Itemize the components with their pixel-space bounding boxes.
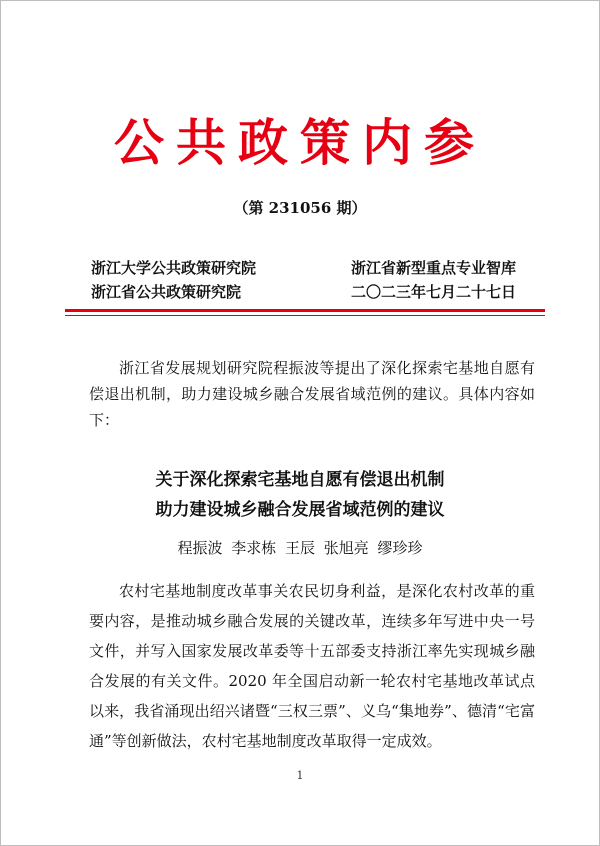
header-rule-thin xyxy=(65,315,545,316)
org-row-1 xyxy=(91,256,551,280)
author-list: 程振波 李求栋 王辰 张旭亮 缪珍珍 xyxy=(177,539,423,557)
org-block xyxy=(91,256,551,304)
body-paragraph: 农村宅基地制度改革事关农民切身利益，是深化农村改革的重要内容，是推动城乡融合发展的关键改革，连续多年写进中央一号文件，并写入国家发展改革委等十五部委支持浙江率先实现城乡融合发展的有关文件。2020 年全国启动新一轮农村宅基地改革试点以来，我省涌现出绍兴诸暨“三权三票”、义乌“集地券”、德清“宅富通”等创新做法，农村宅基地制度改革取得一定成效。 xyxy=(89,582,535,750)
article-title-line-1: 关于深化探索宅基地自愿有偿退出机制 xyxy=(155,470,445,490)
article-title-line-2: 助力建设城乡融合发展省域范例的建议 xyxy=(155,500,445,520)
article-title xyxy=(1,465,599,525)
org-name-1: 浙江大学公共政策研究院 xyxy=(91,259,257,277)
header-rule-thick xyxy=(65,309,545,312)
think-tank-label: 浙江省新型重点专业智库 xyxy=(351,259,517,277)
org-row-2 xyxy=(91,280,551,304)
issue-number: （第 231056 期） xyxy=(233,199,367,217)
issue-date: 二〇二三年七月二十七日 xyxy=(351,283,517,301)
intro-paragraph: 浙江省发展规划研究院程振波等提出了深化探索宅基地自愿有偿退出机制，助力建设城乡融合发展省域范例的建议。具体内容如下： xyxy=(89,359,535,429)
masthead-title: 公共政策内参 xyxy=(114,113,486,172)
org-name-2: 浙江省公共政策研究院 xyxy=(91,283,242,301)
page-number: 1 xyxy=(296,769,304,782)
